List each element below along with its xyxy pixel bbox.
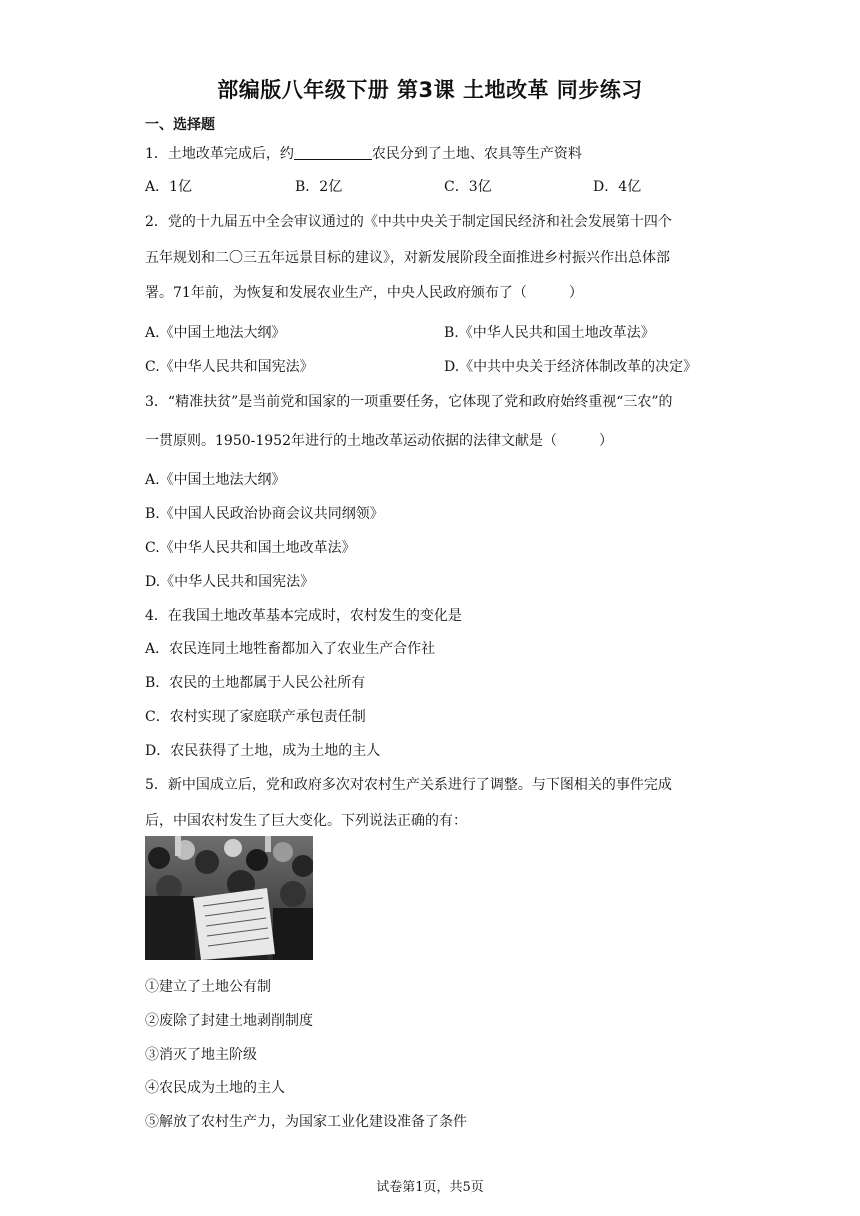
- page-footer: 试卷第1页，共5页: [376, 1180, 484, 1195]
- q1-option-d: D．4亿: [593, 179, 642, 195]
- q1-option-c: C．3亿: [444, 179, 492, 195]
- q2-stem-line: 2．党的十九届五中全会审议通过的《中共中央关于制定国民经济和社会发展第十四个: [145, 214, 672, 230]
- q5-stem-line: 后，中国农村发生了巨大变化。下列说法正确的有：: [145, 813, 467, 829]
- q3-stem-line: 一贯原则。1950-1952年进行的土地改革运动依据的法律文献是（ ）: [145, 433, 613, 449]
- question-1-stem: [145, 143, 582, 163]
- q1-option-b: B．2亿: [295, 179, 343, 195]
- q3-option-d: D.《中华人民共和国宪法》: [145, 574, 315, 590]
- q1-stem-part1: 1．土地改革完成后，约: [145, 146, 294, 162]
- q4-option-b: B．农民的土地都属于人民公社所有: [145, 675, 366, 691]
- q5-item-5: ⑤解放了农村生产力，为国家工业化建设准备了条件: [145, 1114, 467, 1130]
- q5-item-2: ②废除了封建土地剥削制度: [145, 1013, 313, 1029]
- q3-option-b: B.《中国人民政治协商会议共同纲领》: [145, 506, 384, 522]
- page-title: 部编版八年级下册 第3课 土地改革 同步练习: [217, 78, 643, 102]
- q4-stem: 4．在我国土地改革基本完成时，农村发生的变化是: [145, 608, 462, 624]
- q2-stem-line: 五年规划和二〇三五年远景目标的建议》，对新发展阶段全面推进乡村振兴作出总体部: [145, 250, 670, 266]
- q2-stem-line: 署。71年前，为恢复和发展农业生产，中央人民政府颁布了（ ）: [145, 285, 583, 301]
- q4-option-a: A．农民连同土地牲畜都加入了农业生产合作社: [145, 641, 436, 657]
- q3-option-a: A.《中国土地法大纲》: [145, 472, 286, 488]
- q1-stem-part2: 农民分到了土地、农具等生产资料: [371, 146, 582, 162]
- section-heading: 一、选择题: [145, 117, 215, 133]
- q2-option-c: C.《中华人民共和国宪法》: [145, 359, 314, 375]
- q5-item-4: ④农民成为土地的主人: [145, 1080, 285, 1096]
- q2-option-d: D.《中共中央关于经济体制改革的决定》: [444, 359, 698, 375]
- land-reform-photo: [145, 836, 313, 960]
- q3-stem-line: 3．“精准扶贫”是当前党和国家的一项重要任务，它体现了党和政府始终重视“三农”的: [145, 394, 673, 410]
- q4-option-c: C．农村实现了家庭联产承包责任制: [145, 709, 366, 725]
- q5-item-1: ①建立了土地公有制: [145, 979, 271, 995]
- q3-option-c: C.《中华人民共和国土地改革法》: [145, 540, 356, 556]
- q5-stem-line: 5．新中国成立后，党和政府多次对农村生产关系进行了调整。与下图相关的事件完成: [145, 777, 672, 793]
- q2-option-a: A.《中国土地法大纲》: [145, 325, 286, 341]
- q1-option-a: A．1亿: [145, 179, 193, 195]
- q2-option-b: B.《中华人民共和国土地改革法》: [444, 325, 655, 341]
- q5-item-3: ③消灭了地主阶级: [145, 1047, 257, 1063]
- q4-option-d: D．农民获得了土地，成为土地的主人: [145, 743, 381, 759]
- fill-in-blank: [294, 145, 372, 160]
